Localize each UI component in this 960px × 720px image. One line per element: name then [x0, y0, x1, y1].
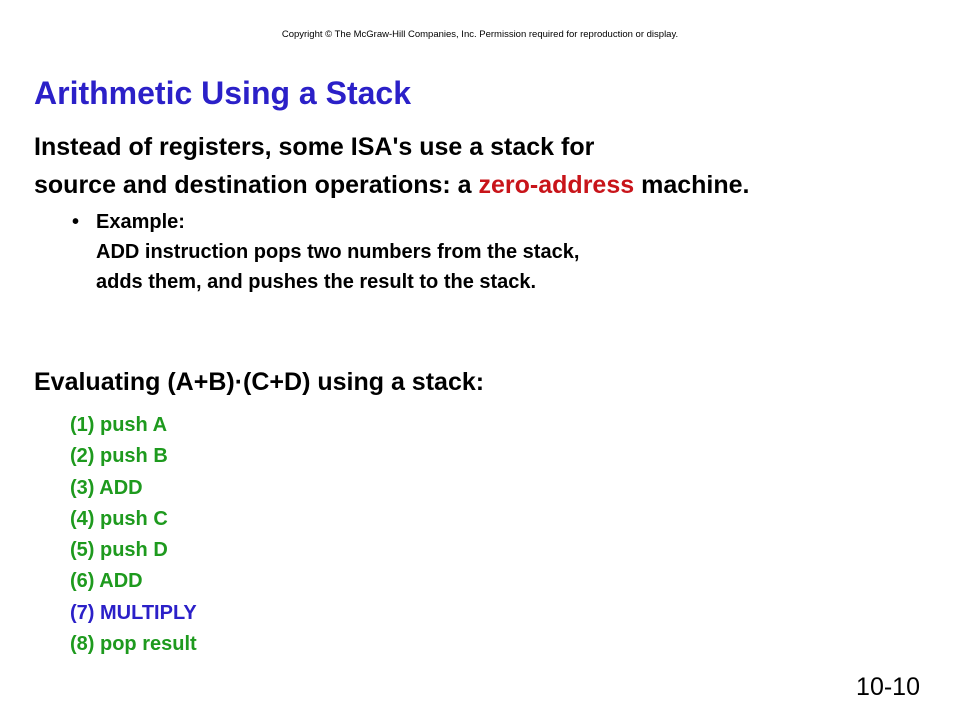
bullet-dot-icon: •: [72, 211, 80, 233]
intro-line-2: [34, 166, 749, 204]
intro-line-2-start: source and destination operations: a: [34, 171, 479, 199]
page-number: 10-10: [856, 673, 920, 701]
step-item: (8) pop result: [70, 633, 197, 656]
intro-line-1: Instead of registers, some ISA's use a stack for: [34, 133, 595, 161]
stack-steps-list: [70, 410, 197, 660]
copyright-notice: Copyright © The McGraw-Hill Companies, Inc. Permission required for reproduction or display.: [281, 29, 679, 40]
example-line-3: adds them, and pushes the result to the stack.: [96, 271, 537, 293]
example-line-2: ADD instruction pops two numbers from the stack,: [96, 241, 580, 263]
step-item: (6) ADD: [70, 570, 143, 593]
step-item: (2) push B: [70, 445, 168, 468]
step-item: (3) ADD: [70, 476, 143, 499]
intro-line-2-end: machine.: [634, 171, 750, 199]
step-item: (1) push A: [70, 414, 168, 436]
evaluation-heading: Evaluating (A+B)·(C+D) using a stack:: [34, 368, 485, 396]
zero-address-highlight: zero-address: [478, 171, 635, 199]
step-item: (4) push C: [70, 507, 168, 530]
intro-paragraph: [34, 128, 749, 204]
slide-title: Arithmetic Using a Stack: [34, 75, 411, 111]
example-line-1: Example:: [96, 211, 185, 233]
step-item: (7) MULTIPLY: [70, 601, 197, 624]
example-text: [96, 207, 579, 297]
step-item: (5) push D: [70, 539, 168, 562]
